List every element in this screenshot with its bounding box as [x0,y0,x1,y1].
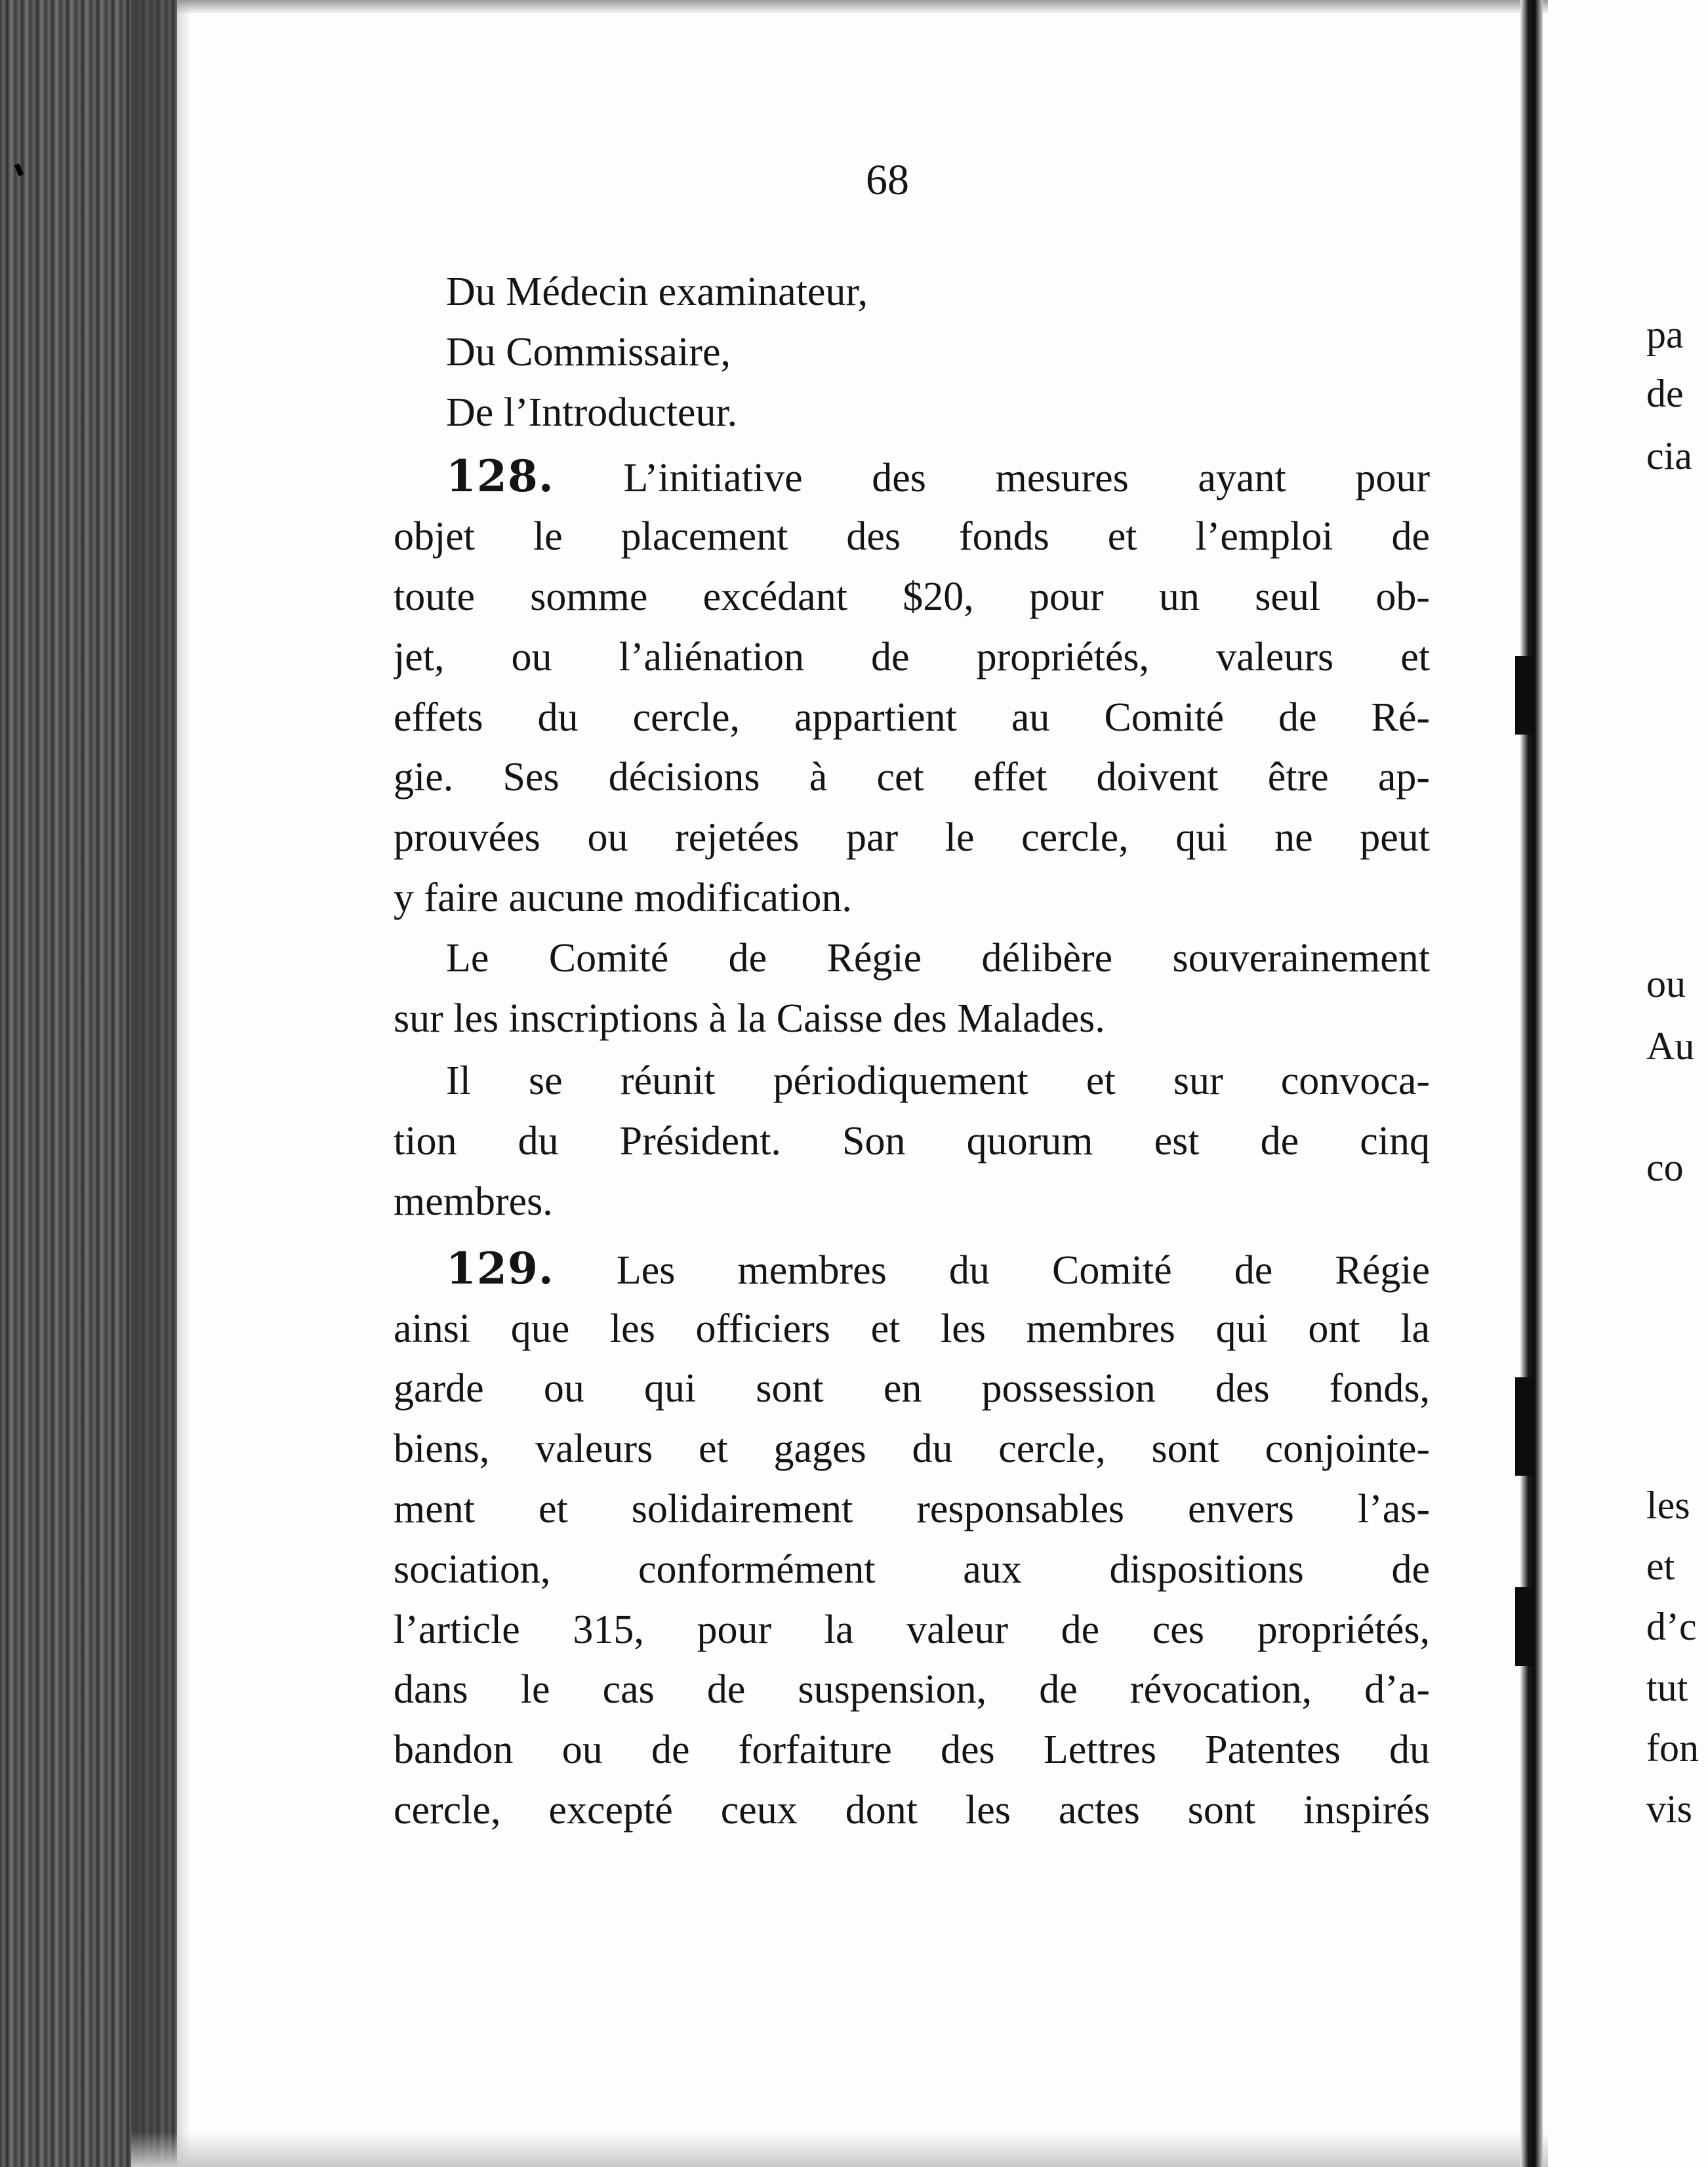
text-line [394,929,1430,989]
facing-page-word-fragment: pa [1646,313,1684,356]
text-line [394,1051,1430,1112]
line-text: bandon ou de forfaiture des Lettres Patentes du [394,1728,1430,1773]
gutter-shadow [1515,656,1535,735]
line-text: L’initiative des mesures ayant pour [554,456,1430,501]
text-line [394,808,1430,868]
text-line [394,1480,1430,1540]
text-line [394,383,1430,443]
text-line [394,1660,1430,1720]
binding-shadow [131,0,190,2167]
facing-page-word-fragment: tut [1646,1666,1688,1709]
line-text: De l’Introducteur. [446,390,738,435]
line-text: sociation, conformément aux dispositions de [394,1547,1430,1592]
line-text: toute somme excédant $20, pour un seul ob- [394,574,1430,619]
facing-page-word-fragment: cia [1646,434,1692,477]
line-text: objet le placement des fonds et l’emploi de [394,514,1430,559]
page-body-text [394,262,1430,1841]
text-line [394,1172,1430,1232]
gutter-shadow [1515,1587,1535,1666]
text-line [394,1299,1430,1360]
line-text: l’article 315, pour la valeur de ces propriétés, [394,1607,1430,1652]
facing-page-word-fragment: d’c [1646,1605,1697,1648]
facing-page-word-fragment: ou [1646,962,1686,1005]
gutter-shadow [1515,1377,1535,1476]
text-line [394,1239,1430,1299]
line-text: tion du Président. Son quorum est de cinq [394,1119,1430,1164]
text-line [394,868,1430,929]
line-text: prouvées ou rejetées par le cercle, qui ne peut [394,815,1430,861]
text-line [394,323,1430,383]
text-line [394,567,1430,628]
text-line [394,1720,1430,1781]
page-top-edge [177,0,1548,14]
facing-page-word-fragment: co [1646,1146,1684,1189]
line-text: Les membres du Comité de Régie [554,1247,1430,1293]
line-text: biens, valeurs et gages du cercle, sont conjointe- [394,1427,1430,1472]
facing-page-word-fragment: de [1646,372,1684,415]
line-text: Du Médecin examinateur, [446,270,868,314]
text-line [394,989,1430,1049]
facing-page-word-fragment: et [1646,1545,1675,1588]
text-line [394,1600,1430,1661]
line-text: y faire aucune modification. [394,875,852,920]
line-text: garde ou qui sont en possession des fonds, [394,1366,1430,1411]
page-bottom-edge [131,2132,1548,2167]
line-text: Le Comité de Régie délibère souverainement [446,935,1430,981]
facing-page-word-fragment: les [1646,1484,1690,1527]
facing-page-fragment [1646,0,1708,2167]
line-text: Du Commissaire, [446,329,731,375]
text-line [394,507,1430,567]
article-number: 129. [446,1242,554,1294]
line-text: dans le cas de suspension, de révocation, d’a- [394,1667,1430,1712]
line-text: jet, ou l’aliénation de propriétés, valeurs et [394,634,1430,679]
line-text: membres. [394,1179,553,1224]
facing-page-word-fragment: Au [1646,1024,1695,1068]
facing-page-word-fragment: fon [1646,1726,1699,1770]
text-line [394,1781,1430,1841]
text-line [394,1540,1430,1600]
page-gutter [1520,0,1543,2167]
facing-page-word-fragment: vis [1646,1787,1693,1831]
article-number: 128. [446,451,554,502]
line-text: gie. Ses décisions à cet effet doivent être ap- [394,755,1430,800]
text-line [394,447,1430,507]
text-line [394,688,1430,748]
text-line [394,1419,1430,1480]
text-line [394,1112,1430,1172]
text-line [394,748,1430,808]
line-text: ment et solidairement responsables envers l’as- [394,1486,1430,1531]
page-number: 68 [866,156,909,204]
line-text: cercle, excepté ceux dont les actes sont inspirés [394,1787,1430,1833]
line-text: ainsi que les officiers et les membres qui ont la [394,1306,1430,1351]
line-text: Il se réunit périodiquement et sur convoca- [446,1059,1430,1104]
line-text: sur les inscriptions à la Caisse des Malades. [394,996,1105,1041]
text-line [394,262,1430,323]
text-line [394,628,1430,688]
line-text: effets du cercle, appartient au Comité de Ré- [394,695,1430,740]
text-line [394,1359,1430,1419]
